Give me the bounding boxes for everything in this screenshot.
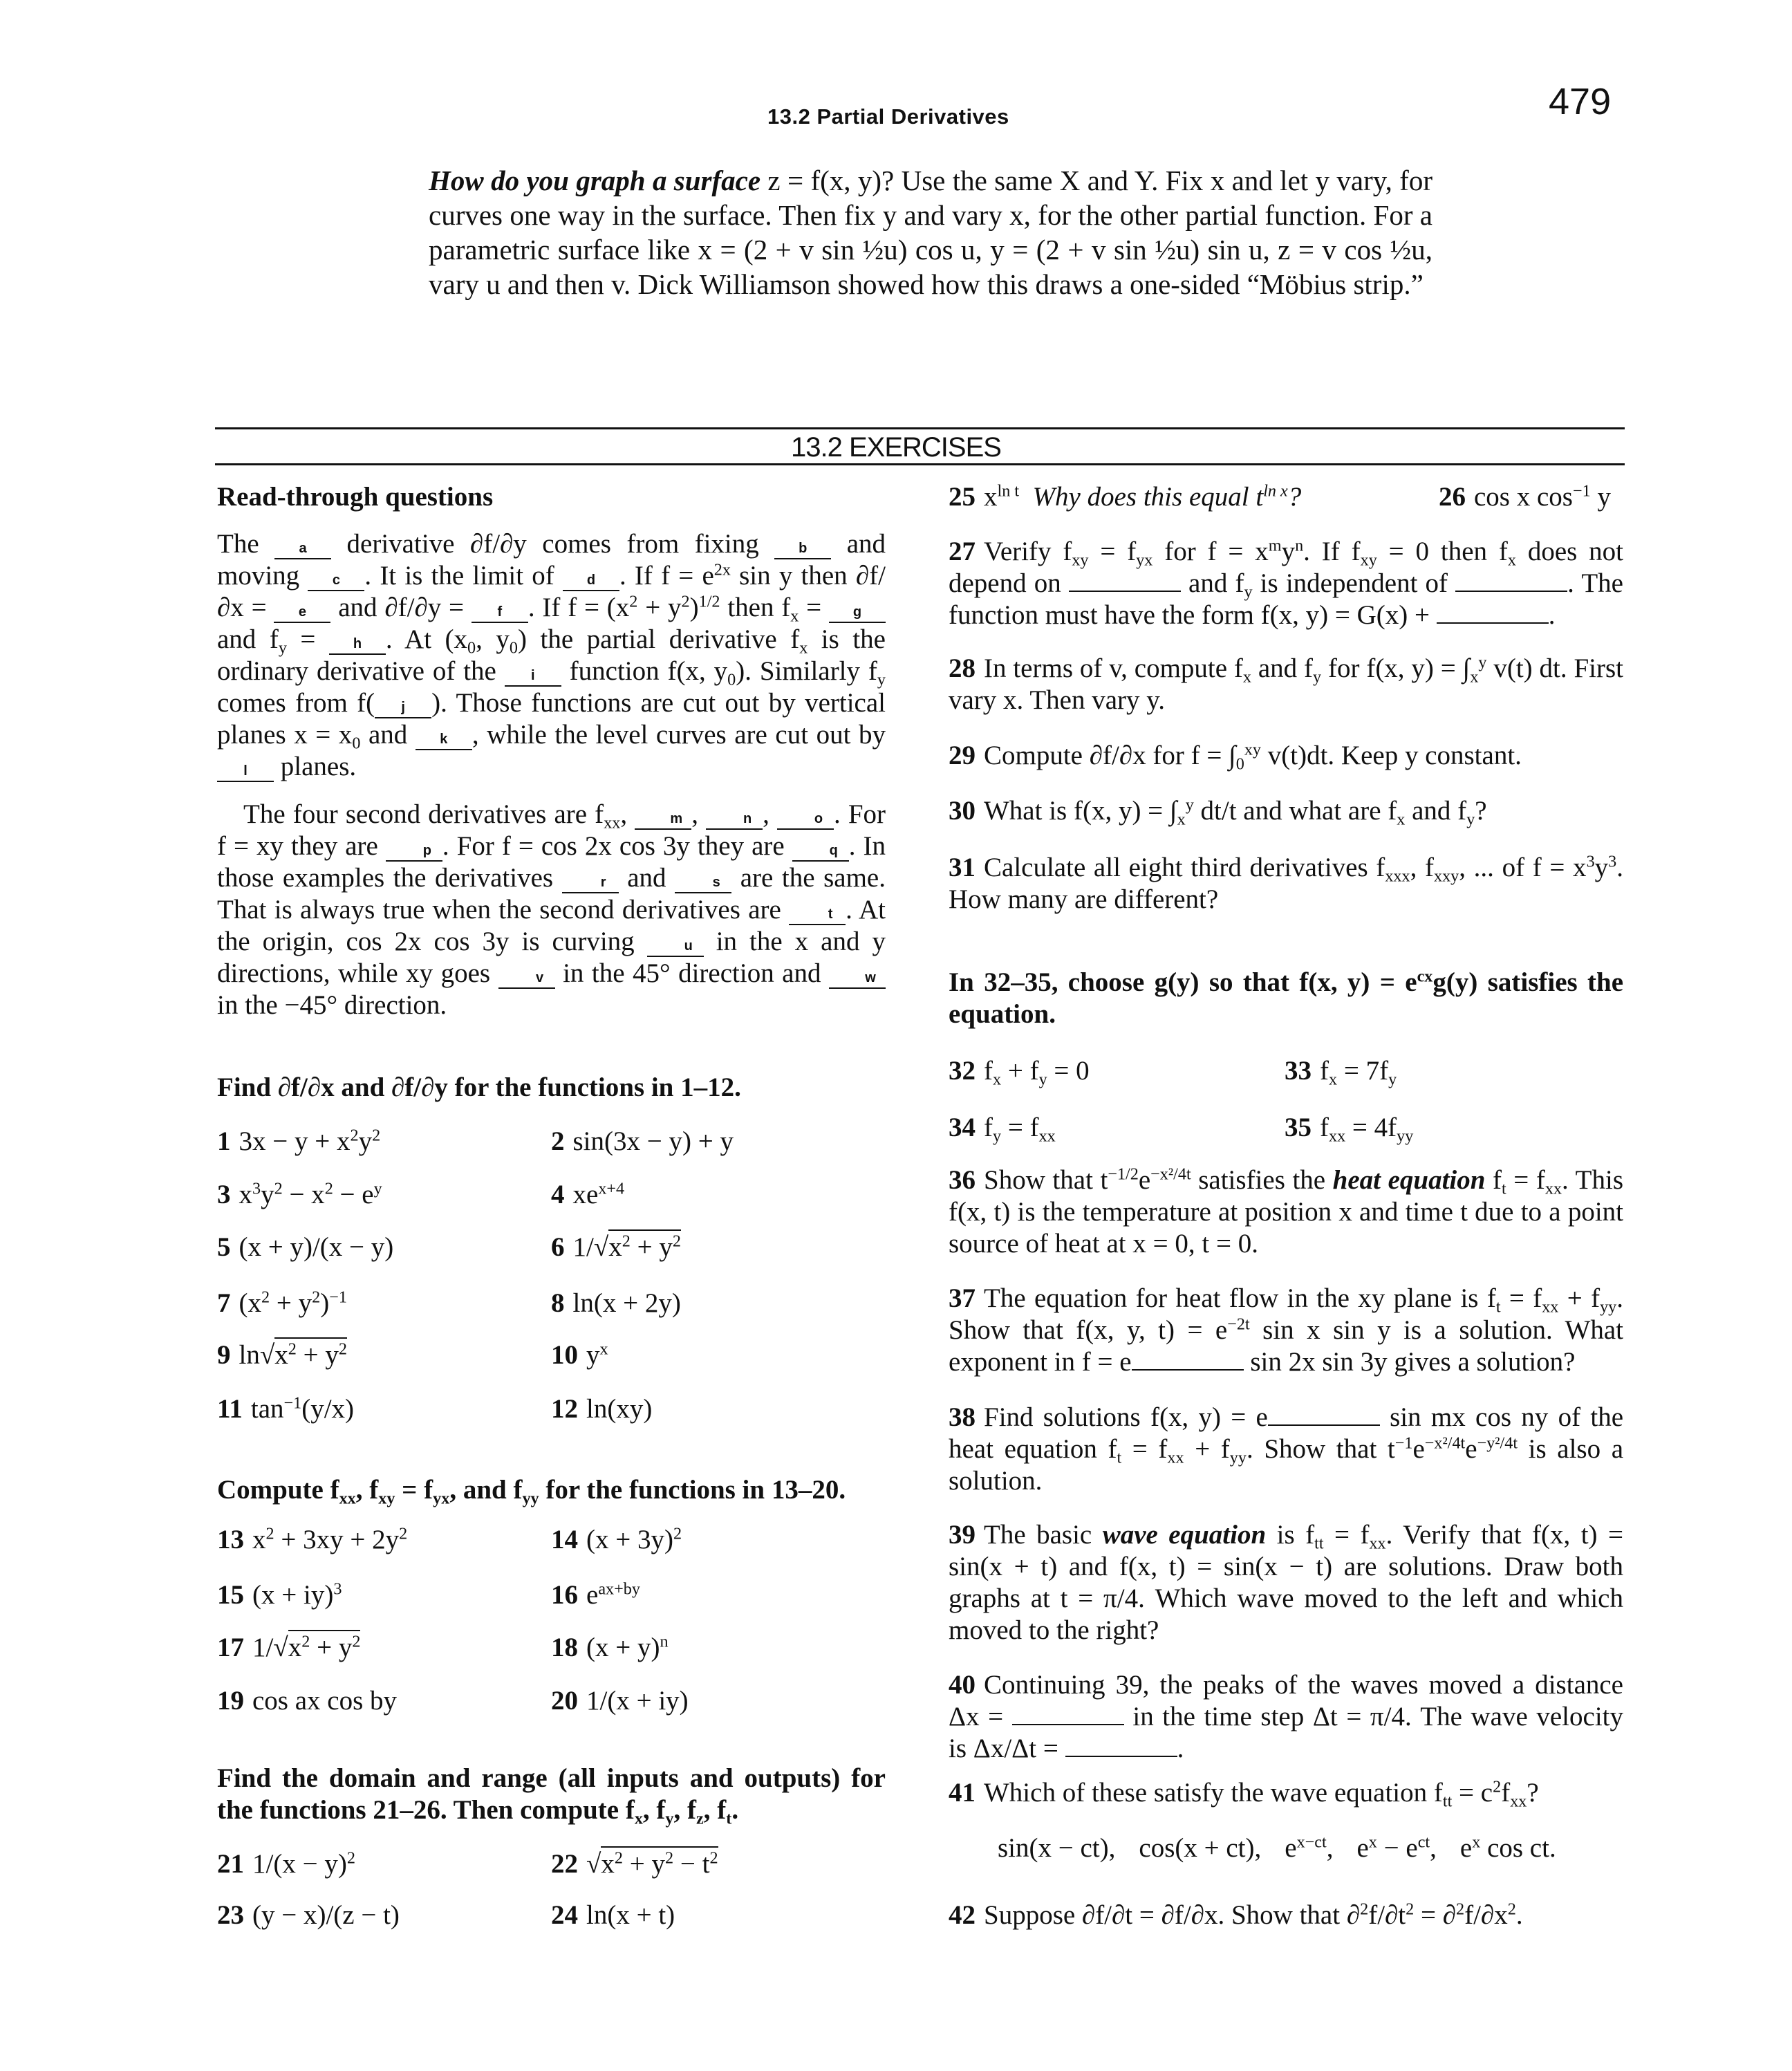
rule-bottom (215, 463, 1625, 465)
answer-blank: w (829, 968, 886, 989)
exercise-number: 32 (949, 1056, 976, 1086)
exercise-text: (x + iy)$^3$ (252, 1579, 342, 1610)
intro-paragraph (429, 163, 1432, 301)
exercise-41 (949, 1777, 1623, 1809)
exercise-text: Which of these satisfy the wave equation $f_{tt} = c^2f_{xx}$? (984, 1777, 1539, 1811)
exercise-20 (551, 1685, 689, 1717)
answer-blank: v (498, 968, 555, 989)
exercise-7 (217, 1288, 347, 1319)
exercise-number: 19 (217, 1686, 244, 1716)
exercise-text: $1/√x^2 + y^2$ (573, 1229, 681, 1262)
exercise-text: $(x^2 + y^2)^{-1}$ (239, 1288, 347, 1318)
exercise-question: Why does this equal $t^{ln x}$? (1032, 481, 1302, 512)
exercise-text: cos x $\cos^{-1} y$ (1474, 481, 1611, 512)
exercise-text: In terms of v, compute $f_x$ and $f_y$ for f(x, $y) = \int_x^y$ v(t) dt. First vary x. Then vary y. (949, 653, 1623, 715)
exercise-11 (217, 1393, 354, 1425)
exercise-number: 6 (551, 1232, 565, 1262)
exercise-text: $f_t = f_{xx}$. This f(x, t) is the temperature at position x and time t due to a point source of heat at x = 0, t = 0. (949, 1165, 1624, 1259)
answer-blank: s (675, 873, 731, 893)
exercise-32 (949, 1055, 1090, 1087)
answer-blank: g (829, 602, 886, 623)
section-header: 13.2 Partial Derivatives (767, 104, 1009, 129)
exercise-24 (551, 1900, 675, 1931)
exercise-13 (217, 1524, 407, 1556)
exercise-17 (217, 1632, 360, 1664)
exercise-text: ln(xy) (586, 1394, 653, 1424)
exercise-text: is $f_{tt} = f_{xx}$. Verify that f(x, t) = sin(x + t) and f(x, t) = sin(x − t) are solutions. Draw both graphs at t = π/4. Which wave moved to the left and which moved to the right? (949, 1520, 1624, 1645)
exercise-text: $\ln√x^2 + y^2$ (239, 1337, 347, 1370)
option-2: cos(x + ct), (1139, 1833, 1262, 1863)
exercise-number: 21 (217, 1849, 244, 1879)
answer-blank: a (274, 539, 331, 559)
read-through-para-1: The a derivative ∂f/∂y comes from fixing b and moving c . It is the limit of d . If $f = e^{2x}$ sin y then ∂f/∂x = e and ∂f/∂y = f . If $f = (x^2 + y^2)^{1/2}$ then $f_x = g$ and $f_y = h$ . At ($x_0$, $y_0$) the partial derivative $f_x$ is the ordinary derivative of the i function f(x, $y_0$). Similarly $f_y$ comes from f( j ). Those functions are cut out by vertical planes $x = x_0$ and k , while the level curves are cut out by l planes. (217, 529, 886, 781)
exercise-text: sin(3x − y) + y (572, 1126, 734, 1156)
exercise-6 (551, 1232, 681, 1263)
answer-blank (1069, 591, 1181, 592)
exercise-text: $x^3y^2 - x^2 - e^y$ (239, 1179, 382, 1209)
exercise-text: $f_{xx} = 4f_{yy}$ (1320, 1113, 1414, 1146)
exercise-text: Compute ∂f/∂x for $f = \int_0^{xy}$ v(t)dt. Keep y constant. (984, 740, 1522, 774)
exercise-number: 14 (551, 1525, 578, 1554)
exercise-14 (551, 1524, 682, 1556)
exercise-5 (217, 1232, 393, 1263)
exercise-number: 41 (949, 1778, 976, 1808)
answer-blank: f (472, 602, 528, 623)
answer-blank (1132, 1369, 1244, 1371)
answer-blank: e (274, 602, 330, 623)
exercise-10 (551, 1339, 608, 1371)
answer-blank: q (792, 841, 849, 862)
answer-blank: i (505, 666, 561, 687)
page-number: 479 (1549, 81, 1612, 122)
exercise-text: Calculate all eight third derivatives $f_{xxx}$, $f_{xxy}$, ... of $f = x^3y^3$. How many are different? (949, 852, 1623, 914)
exercise-number: 35 (1285, 1113, 1312, 1142)
exercise-34 (949, 1112, 1056, 1144)
answer-blank: h (329, 634, 386, 655)
exercise-text: $e^{ax+by}$ (586, 1579, 640, 1610)
exercise-21 (217, 1848, 355, 1880)
answer-blank (1437, 622, 1549, 624)
exercise-16 (551, 1579, 640, 1611)
exercise-number: 7 (217, 1288, 231, 1318)
answer-blank: u (647, 936, 704, 957)
exercise-number: 39 (949, 1520, 976, 1550)
exercise-number: 42 (949, 1900, 976, 1930)
exercise-36 (949, 1164, 1623, 1260)
answer-blank: o (777, 809, 834, 830)
exercise-number: 34 (949, 1113, 976, 1142)
answer-blank: b (774, 539, 831, 559)
exercises-title: 13.2 EXERCISES (791, 432, 1001, 463)
exercise-18 (551, 1632, 669, 1664)
exercise-text: 1/(x + iy) (586, 1686, 689, 1716)
exercise-8 (551, 1288, 681, 1319)
exercise-number: 3 (217, 1180, 231, 1209)
exercise-number: 38 (949, 1402, 976, 1432)
exercise-35 (1285, 1112, 1413, 1144)
exercise-number: 26 (1439, 482, 1466, 512)
intro-text: z = f(x, y)? Use the same X and Y. Fix x and let y vary, for curves one way in the surface. Then fix y and vary x, for the other partial function. For a parametric surface like x = (2 + v sin ½u) cos u, y = (2 + v sin ½u) sin u, z = v cos ½u, vary u and then v. Dick Williamson showed how this draws a one-sided “Möbius strip.” (429, 165, 1432, 300)
exercise-27 (949, 536, 1623, 631)
exercise-number: 24 (551, 1900, 578, 1930)
exercise-39 (949, 1519, 1623, 1646)
exercise-number: 5 (217, 1232, 231, 1262)
exercise-text: $(x + 3y)^2$ (586, 1524, 682, 1554)
option-3: $e^{x-ct}$, (1285, 1832, 1334, 1863)
read-through-heading: Read-through questions (217, 482, 494, 512)
exercise-number: 15 (217, 1580, 244, 1610)
exercise-number: 8 (551, 1288, 565, 1318)
rule-top (215, 427, 1625, 429)
exercise-text: What is f(x, $y) = \int_x^y$ dt/t and what are $f_x$ and $f_y$? (984, 795, 1487, 829)
exercise-text: ln(x + t) (586, 1900, 675, 1930)
exercise-number: 22 (551, 1849, 578, 1879)
exercise-text: Verify $f_{xy} = f_{yx}$ for $f = x^my^n$. If $f_{xy} = 0$ then $f_x$ does not depend on and $f_y$ is independent of . The function must have the form f(x, y) = G(x) + . (949, 536, 1623, 630)
exercise-number: 18 (551, 1633, 578, 1662)
exercise-text: $x^2 + 3xy + 2y^2$ (252, 1524, 408, 1554)
exercise-number: 12 (551, 1394, 578, 1424)
exercise-number: 16 (551, 1580, 578, 1610)
read-through-para-2: The four second derivatives are $f_{xx}$, m , n , o . For f = xy they are p . For f = cos 2x cos 3y they are q . In those examples the derivatives r and s are the same. That is always true when the second derivatives are t . At the origin, cos 2x cos 3y is curving u in the x and y directions, while xy goes v in the 45° direction and w in the −45° direction. (217, 799, 886, 1020)
exercise-text: The basic (984, 1520, 1103, 1550)
answer-blank (1065, 1756, 1177, 1757)
exercise-12 (551, 1393, 652, 1425)
exercise-number: 31 (949, 853, 976, 882)
exercise-33 (1285, 1055, 1397, 1087)
exercise-number: 25 (949, 482, 976, 512)
exercise-emphasis: heat equation (1332, 1165, 1486, 1195)
exercise-number: 17 (217, 1633, 244, 1662)
exercise-text: ln(x + 2y) (572, 1288, 681, 1318)
exercise-40 (949, 1669, 1623, 1765)
answer-blank: t (789, 904, 846, 925)
exercise-text: $x^{ln t}$ (984, 481, 1020, 512)
exercise-text: $\tan^{-1}(y/x)$ (250, 1393, 355, 1424)
exercise-text: $f_x + f_y = 0$ (984, 1056, 1090, 1089)
group2-heading: Compute $f_{xx}$, $f_{xy} = f_{yx}$, and $f_{yy}$ for the functions in 13–20. (217, 1475, 846, 1508)
exercise-text: (x + y)/(x − y) (239, 1232, 394, 1262)
answer-blank (1268, 1424, 1380, 1426)
exercise-text: Show that $t^{-1/2}e^{-x^2/4t}$ satisfies the (984, 1164, 1333, 1195)
exercise-number: 28 (949, 653, 976, 683)
exercise-number: 9 (217, 1340, 231, 1370)
exercise-number: 10 (551, 1340, 578, 1370)
exercise-emphasis: wave equation (1102, 1520, 1267, 1550)
intro-lead: How do you graph a surface (429, 165, 761, 196)
exercise-text: Suppose ∂f/∂t = ∂f/∂x. Show that $\partial^2f/\partial t^2 = \partial^2f/\partial x^2$. (984, 1900, 1523, 1930)
exercise-22 (551, 1848, 718, 1880)
exercise-19 (217, 1685, 397, 1717)
exercise-37 (949, 1283, 1623, 1378)
exercise-text: Find solutions f(x, y) = e sin mx cos ny of the heat equation $f_t = f_{xx} + f_{yy}$. Show that $t^{-1}e^{-x^2/4t}e^{-y^2/4t}$ is also a solution. (949, 1402, 1624, 1496)
exercise-text: $f_y = f_{xx}$ (984, 1113, 1056, 1146)
exercise-23 (217, 1900, 400, 1931)
exercise-42 (949, 1900, 1623, 1931)
group4-heading: In 32–35, choose g(y) so that f(x, $y) = e^{cx}g(y)$ satisfies the equation. (949, 967, 1624, 1029)
exercise-text: cos ax cos by (252, 1686, 398, 1716)
exercise-text: $y^x$ (586, 1339, 608, 1370)
group1-heading: Find ∂f/∂x and ∂f/∂y for the functions in 1–12. (217, 1072, 741, 1102)
exercise-number: 27 (949, 537, 976, 566)
exercise-text: $1/(x - y)^2$ (252, 1848, 355, 1879)
exercise-number: 13 (217, 1525, 244, 1554)
exercise-text: $xe^{x+4}$ (572, 1179, 625, 1209)
exercise-2 (551, 1126, 734, 1158)
exercise-text: Continuing 39, the peaks of the waves moved a distance Δx = in the time step Δt = π/4. The wave velocity is Δx/Δt = . (949, 1670, 1624, 1763)
exercise-29 (949, 740, 1623, 772)
exercise-number: 30 (949, 796, 976, 826)
exercise-text: $√x^2 + y^2 - t^2$ (586, 1846, 718, 1879)
exercise-1 (217, 1126, 380, 1158)
exercise-text: (y − x)/(z − t) (252, 1900, 400, 1930)
answer-blank: n (706, 809, 763, 830)
answer-blank: k (416, 730, 472, 750)
exercise-30 (949, 795, 1623, 827)
exercise-text: $1/√x^2 + y^2$ (252, 1630, 360, 1662)
exercise-number: 11 (217, 1394, 243, 1424)
exercise-number: 2 (551, 1126, 565, 1156)
answer-blank: c (308, 570, 364, 591)
exercise-38 (949, 1402, 1623, 1497)
exercise-26 (1439, 481, 1611, 513)
exercise-31 (949, 852, 1623, 916)
option-1: sin(x − ct), (998, 1833, 1116, 1863)
exercise-number: 33 (1285, 1056, 1312, 1086)
exercise-number: 20 (551, 1686, 578, 1716)
answer-blank: d (563, 570, 619, 591)
answer-blank (1455, 591, 1567, 592)
answer-blank: p (386, 841, 442, 862)
exercise-text: $f_x = 7f_y$ (1320, 1056, 1397, 1089)
answer-blank: r (562, 873, 619, 893)
exercise-9 (217, 1339, 347, 1371)
option-4: $e^x - e^{ct}$, (1356, 1832, 1437, 1863)
answer-blank: l (217, 761, 274, 782)
group3-heading: Find the domain and range (all inputs and outputs) for the functions 21–26. Then compute $f_x$, $f_y$, $f_z$, $f_t$. (217, 1763, 886, 1828)
answer-blank: m (635, 809, 691, 830)
answer-blank: j (375, 698, 431, 718)
exercise-25 (949, 481, 1301, 513)
exercise-text: The equation for heat flow in the xy plane is $f_t = f_{xx} + f_{yy}$. Show that f(x, y, $t) = e^{-2t}$ sin x sin y is a solution. What exponent in f = e sin 2x sin 3y gives a solution? (949, 1283, 1623, 1377)
exercise-text: $3x - y + x^2y^2$ (239, 1126, 381, 1156)
exercise-number: 40 (949, 1670, 976, 1700)
exercise-4 (551, 1179, 624, 1211)
exercise-number: 1 (217, 1126, 231, 1156)
exercise-number: 36 (949, 1165, 976, 1195)
exercise-number: 4 (551, 1180, 565, 1209)
exercise-3 (217, 1179, 382, 1211)
exercise-number: 37 (949, 1283, 976, 1313)
exercise-number: 29 (949, 741, 976, 770)
exercise-28 (949, 653, 1623, 716)
exercise-number: 23 (217, 1900, 244, 1930)
exercise-41-options (998, 1832, 1580, 1864)
answer-blank (1012, 1724, 1124, 1725)
option-5: $e^x$ cos ct. (1459, 1832, 1556, 1863)
exercise-15 (217, 1579, 342, 1611)
exercise-text: $(x + y)^n$ (586, 1632, 669, 1662)
